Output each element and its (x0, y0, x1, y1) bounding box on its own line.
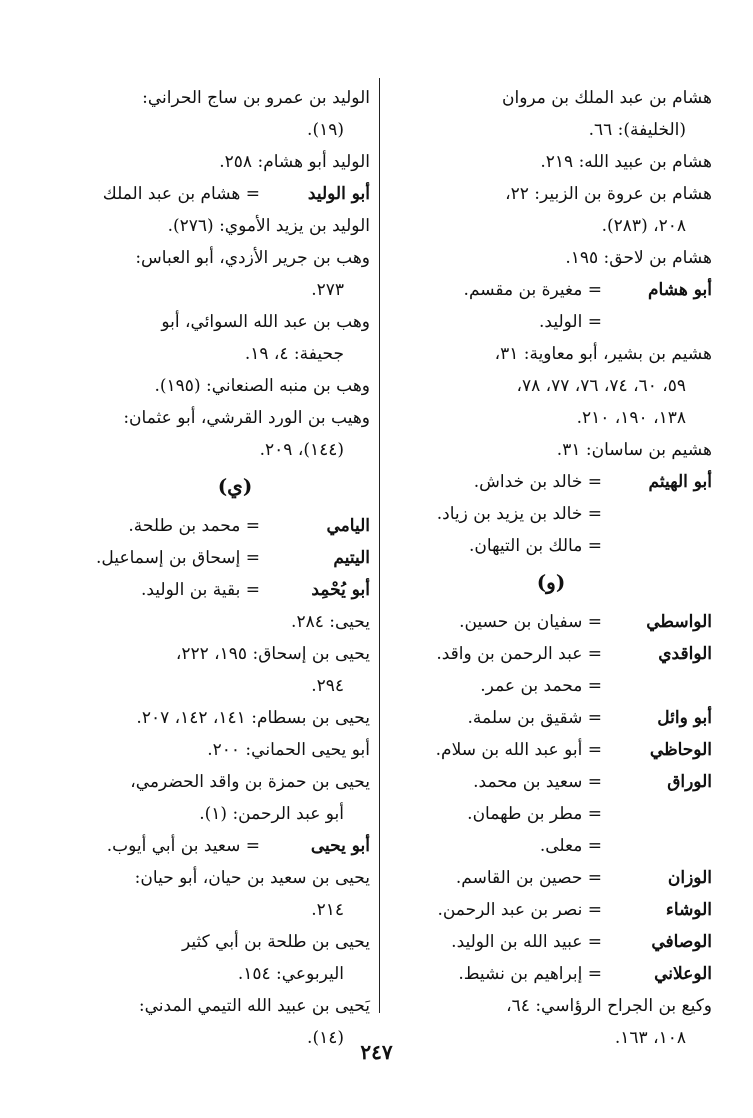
index-entry-continuation: ٢٩٤. (311, 676, 344, 696)
cross-reference-entry (390, 734, 712, 766)
cross-reference-entry (100, 574, 370, 606)
cross-reference-entry (390, 830, 712, 862)
reference-target: = محمد بن طلحة. (128, 516, 260, 536)
reference-target: = أبو عبد الله بن سلام. (435, 740, 602, 760)
index-column-right (390, 82, 712, 1054)
cross-reference-entry (96, 542, 370, 574)
reference-key: الوراق (667, 772, 712, 792)
index-entry-continuation: اليربوعي: ١٥٤. (237, 964, 344, 984)
section-letter-heading: (ي) (217, 474, 253, 498)
cross-reference-entry (390, 466, 712, 498)
reference-key: الوشاء (665, 900, 712, 920)
reference-key: أبو يحيى (310, 836, 370, 856)
index-entry: يحيى بن سعيد بن حيان، أبو حيان: (134, 868, 370, 888)
index-entry: يحيى بن بسطام: ١٤١، ١٤٢، ٢٠٧. (136, 708, 370, 728)
index-entry: وهب بن عبد الله السوائي، أبو (161, 312, 370, 332)
reference-target: = هشام بن عبد الملك (102, 184, 260, 204)
cross-reference-entry (390, 926, 712, 958)
cross-reference-entry (390, 306, 712, 338)
index-entry: يحيى بن إسحاق: ١٩٥، ٢٢٢، (175, 644, 370, 664)
reference-target: = سعيد بن محمد. (473, 772, 602, 792)
index-entry: وهيب بن الورد القرشي، أبو عثمان: (123, 408, 370, 428)
cross-reference-entry (390, 894, 712, 926)
reference-key (602, 798, 712, 830)
index-entry: هشيم بن بشير، أبو معاوية: ٣١، (494, 344, 712, 364)
reference-key: الواقدي (658, 644, 712, 664)
reference-target: = مغيرة بن مقسم. (463, 280, 602, 300)
index-entry: هشام بن لاحق: ١٩٥. (565, 248, 712, 268)
index-entry: يحيى: ٢٨٤. (291, 612, 370, 632)
reference-key (602, 530, 712, 562)
index-entry-continuation: (١٤). (307, 1028, 344, 1048)
index-entry: هشيم بن ساسان: ٣١. (556, 440, 712, 460)
index-entry-continuation: (١٤٤)، ٢٠٩. (259, 440, 344, 460)
index-entry-continuation: ٢٧٣. (311, 280, 344, 300)
index-entry-continuation: ١٠٨، ١٦٣. (614, 1028, 686, 1048)
reference-target: = سفيان بن حسين. (459, 612, 602, 632)
index-entry: يحيى بن حمزة بن واقد الحضرمي، (130, 772, 370, 792)
reference-target: = الوليد. (539, 312, 602, 332)
reference-target: = خالد بن خداش. (473, 472, 602, 492)
reference-key: أبو يُحْمِد (311, 580, 370, 600)
reference-target: = خالد بن يزيد بن زياد. (436, 504, 602, 524)
index-entry-continuation: (الخليفة): ٦٦. (588, 120, 686, 140)
index-entry: هشام بن عروة بن الزبير: ٢٢، (505, 184, 712, 204)
cross-reference-entry (390, 530, 712, 562)
index-entry-continuation: ٢٠٨، (٢٨٣). (601, 216, 686, 236)
reference-target: = سعيد بن أبي أيوب. (106, 836, 260, 856)
index-entry-continuation: ٥٩، ٦٠، ٧٤، ٧٦، ٧٧، ٧٨، (516, 376, 686, 396)
reference-key: أبو الهيثم (648, 472, 712, 492)
reference-target: = مطر بن طهمان. (467, 804, 602, 824)
cross-reference-entry (390, 274, 712, 306)
index-entry-continuation: (١٩). (307, 120, 344, 140)
reference-key (602, 830, 712, 862)
reference-target: = عبد الرحمن بن واقد. (436, 644, 602, 664)
column-divider (379, 78, 380, 1013)
index-entry: يحيى بن طلحة بن أبي كثير (182, 932, 370, 952)
reference-target: = نصر بن عبد الرحمن. (437, 900, 602, 920)
index-entry-continuation: جحيفة: ٤، ١٩. (244, 344, 344, 364)
reference-target: = محمد بن عمر. (480, 676, 602, 696)
index-entry: وكيع بن الجراح الرؤاسي: ٦٤، (506, 996, 712, 1016)
cross-reference-entry (390, 638, 712, 670)
reference-target: = معلى. (539, 836, 602, 856)
reference-target: = إبراهيم بن نشيط. (458, 964, 602, 984)
reference-key: الوزان (667, 868, 712, 888)
cross-reference-entry (390, 798, 712, 830)
cross-reference-entry (390, 702, 712, 734)
reference-target: = حصين بن القاسم. (455, 868, 602, 888)
reference-key: الواسطي (646, 612, 712, 632)
cross-reference-entry (100, 510, 370, 542)
index-entry: هشام بن عبيد الله: ٢١٩. (540, 152, 712, 172)
reference-target: = مالك بن التيهان. (469, 536, 602, 556)
cross-reference-entry (390, 606, 712, 638)
index-entry: الوليد أبو هشام: ٢٥٨. (219, 152, 370, 172)
reference-key (602, 670, 712, 702)
cross-reference-entry (390, 766, 712, 798)
reference-key: اليامي (326, 516, 370, 536)
index-column-left (96, 82, 370, 1054)
index-entry: هشام بن عبد الملك بن مروان (502, 88, 712, 108)
cross-reference-entry (100, 178, 370, 210)
cross-reference-entry (390, 862, 712, 894)
index-entry-continuation: أبو عبد الرحمن: (١). (199, 804, 344, 824)
reference-key: أبو هشام (648, 280, 712, 300)
reference-key (602, 306, 712, 338)
cross-reference-entry (390, 670, 712, 702)
cross-reference-entry (100, 830, 370, 862)
index-entry: أبو يحيى الحماني: ٢٠٠. (207, 740, 370, 760)
reference-target: = إسحاق بن إسماعيل. (96, 548, 260, 568)
reference-target: = شقيق بن سلمة. (467, 708, 602, 728)
page-number: ٢٤٧ (360, 1040, 393, 1064)
cross-reference-entry (390, 958, 712, 990)
index-entry: وهب بن منبه الصنعاني: (١٩٥). (154, 376, 370, 396)
index-entry-continuation: ٢١٤. (311, 900, 344, 920)
reference-key: أبو وائل (657, 708, 712, 728)
index-entry: وهب بن جرير الأزدي، أبو العباس: (135, 248, 370, 268)
reference-key (602, 498, 712, 530)
reference-key: أبو الوليد (307, 184, 370, 204)
index-entry: الوليد بن يزيد الأموي: (٢٧٦). (167, 216, 370, 236)
index-entry: الوليد بن عمرو بن ساج الحراني: (142, 88, 370, 108)
section-letter-heading: (و) (536, 570, 566, 594)
reference-key: الوعلاني (654, 964, 712, 984)
cross-reference-entry (390, 498, 712, 530)
reference-key: الوصافي (651, 932, 712, 952)
reference-target: = عبيد الله بن الوليد. (451, 932, 602, 952)
reference-key: الوحاظي (649, 740, 712, 760)
reference-target: = بقية بن الوليد. (140, 580, 260, 600)
index-entry: يَحيى بن عبيد الله التيمي المدني: (138, 996, 370, 1016)
reference-key: اليتيم (333, 548, 370, 568)
index-entry-continuation: ١٣٨، ١٩٠، ٢١٠. (576, 408, 686, 428)
